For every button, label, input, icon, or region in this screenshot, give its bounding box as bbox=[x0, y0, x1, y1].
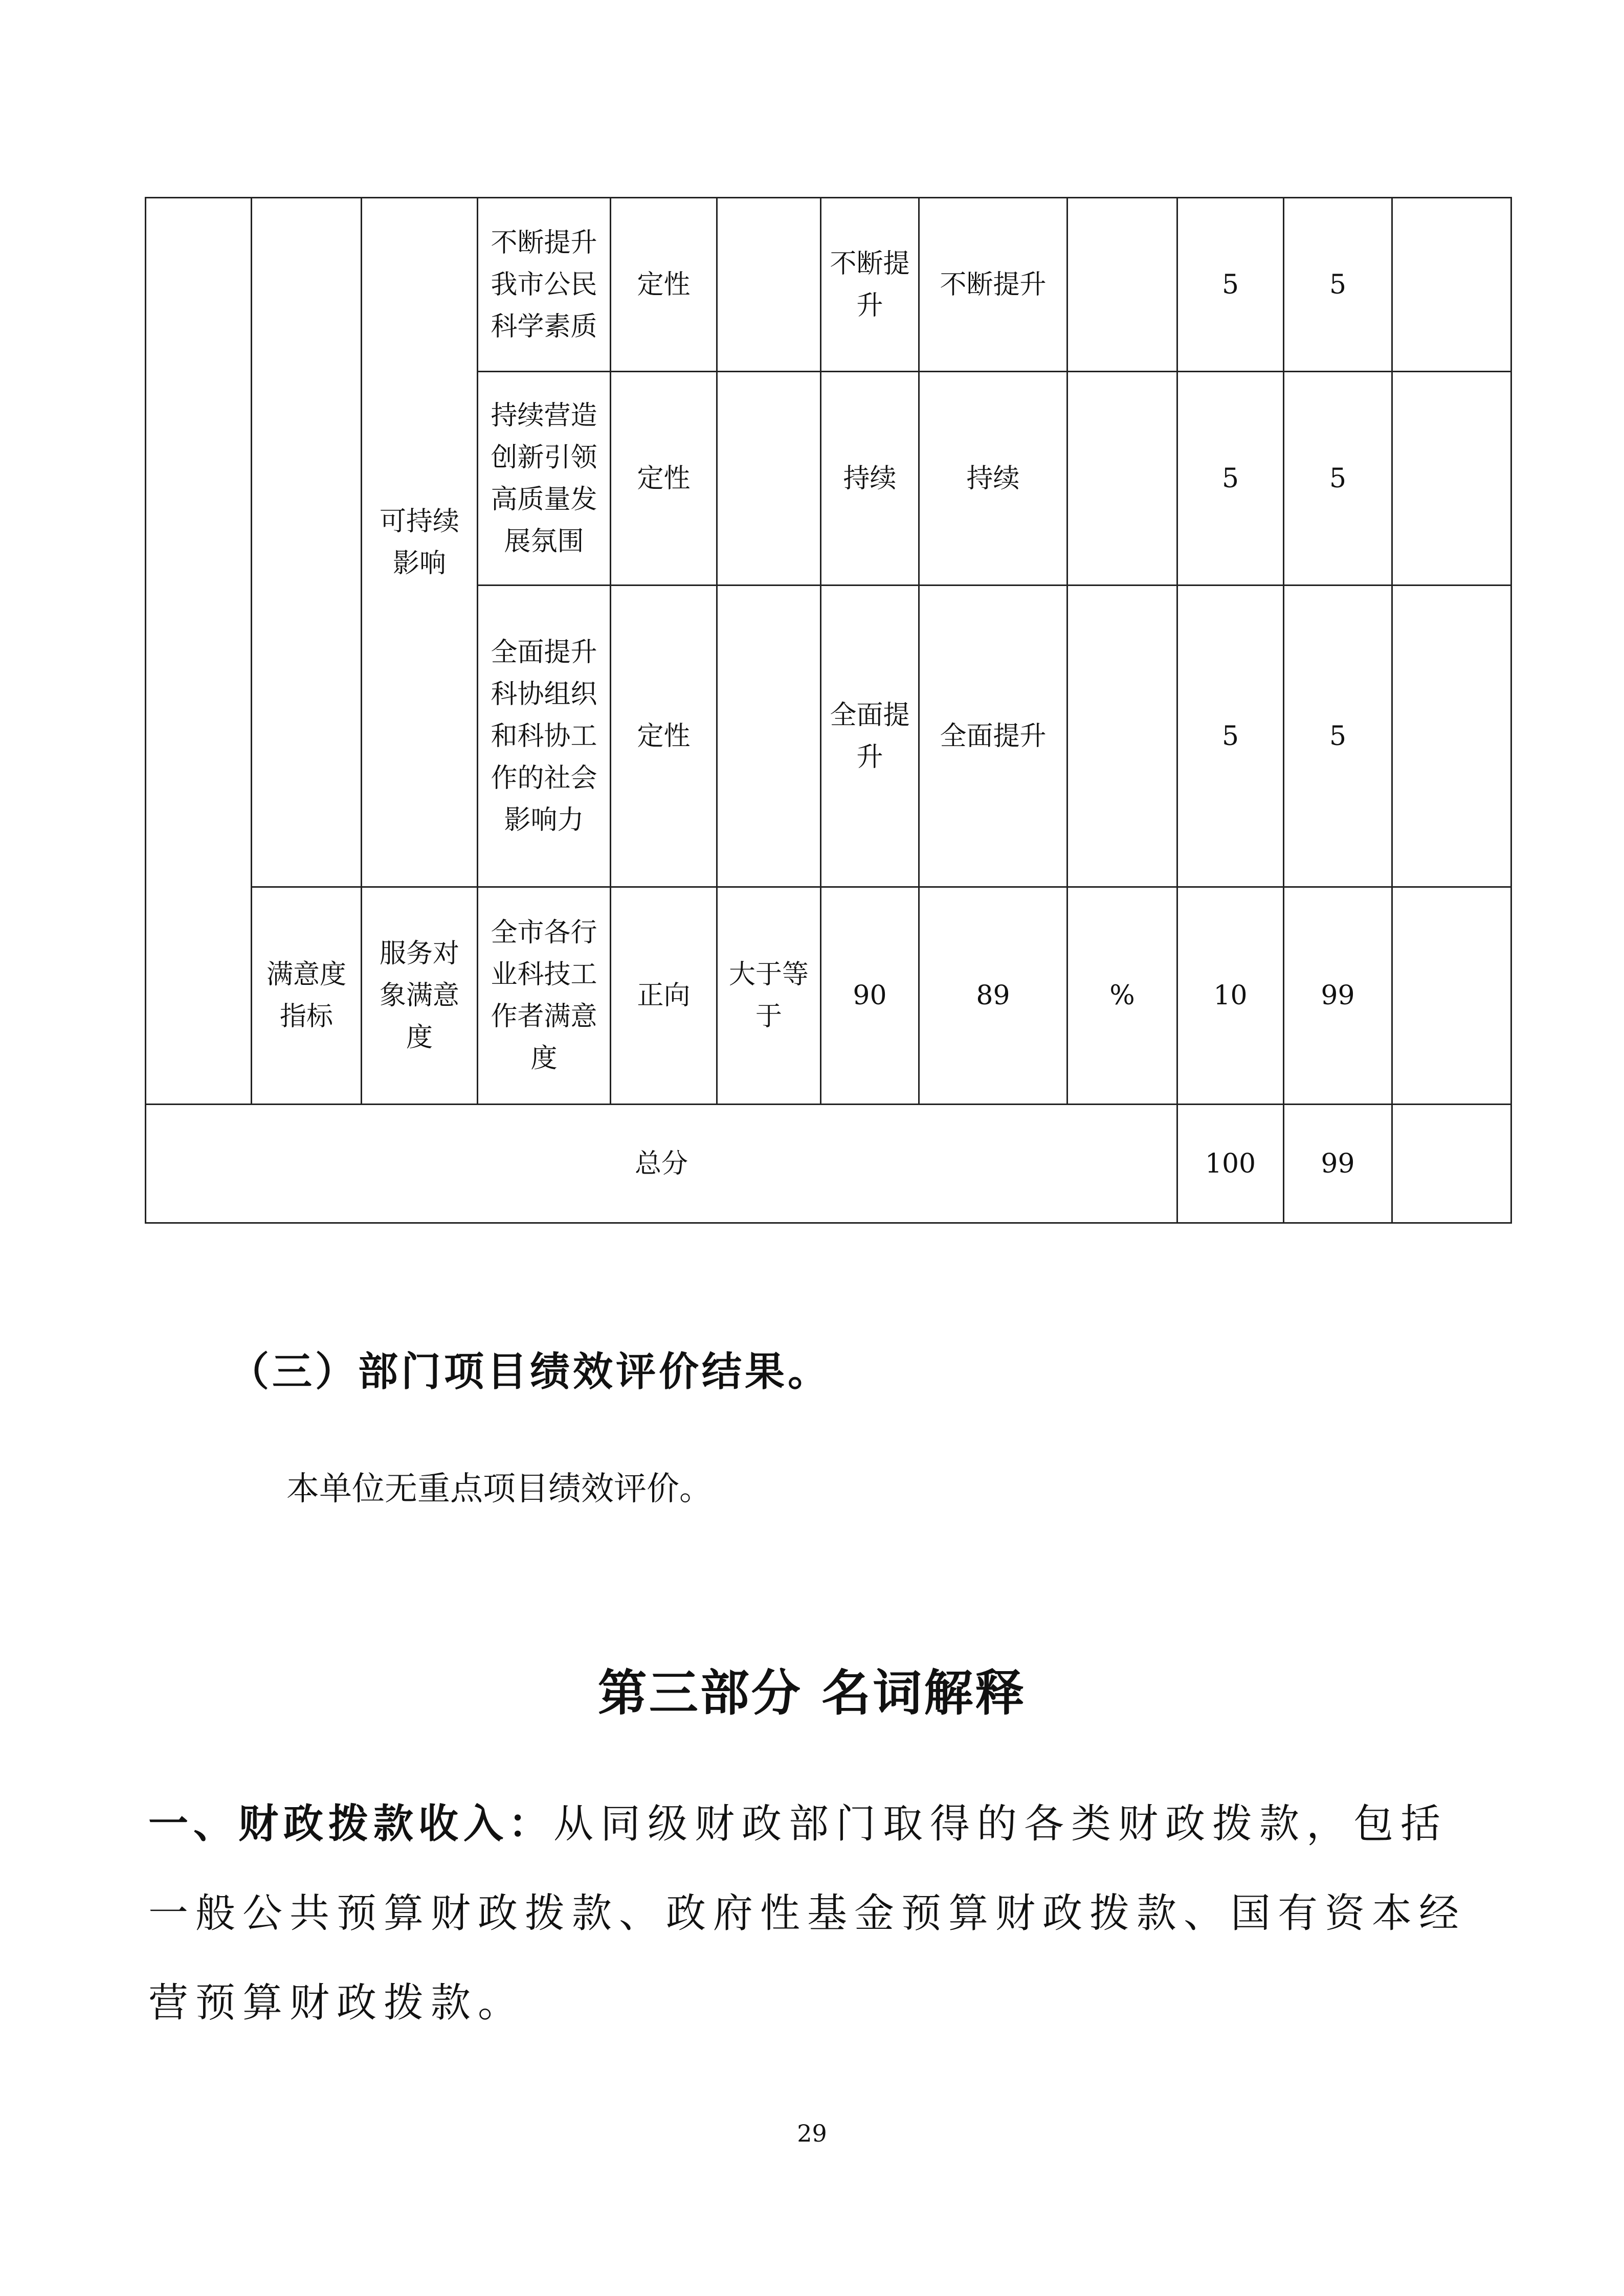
indicator-name-cell: 不断提升我市公民科学素质 bbox=[478, 198, 611, 372]
score-cell: 99 bbox=[1284, 887, 1392, 1105]
unit-cell bbox=[1067, 198, 1177, 372]
nature-cell: 正向 bbox=[611, 887, 717, 1105]
score-cell: 5 bbox=[1284, 198, 1392, 372]
nature-cell: 定性 bbox=[611, 198, 717, 372]
level2-indicator-cell: 满意度指标 bbox=[252, 887, 362, 1105]
performance-table bbox=[145, 197, 1512, 1224]
remark-cell bbox=[1392, 372, 1511, 586]
empty-cell bbox=[146, 198, 252, 1105]
total-remark-cell bbox=[1392, 1105, 1511, 1223]
table-row bbox=[146, 198, 1511, 372]
score-cell: 5 bbox=[1284, 372, 1392, 586]
weight-cell: 10 bbox=[1177, 887, 1284, 1105]
weight-cell: 5 bbox=[1177, 198, 1284, 372]
actual-cell: 持续 bbox=[919, 372, 1067, 586]
target-cell: 持续 bbox=[821, 372, 919, 586]
actual-cell: 89 bbox=[919, 887, 1067, 1105]
total-row bbox=[146, 1105, 1511, 1223]
part-title: 第三部分 名词解释 bbox=[597, 1664, 1027, 1722]
definition-text: 从同级财政部门取得的各类财政拨款，包括一般公共预算财政拨款、政府性基金预算财政拨款、国有资本经营预算财政拨款。 bbox=[148, 1801, 1466, 2026]
indicator-name-cell: 全市各行业科技工作者满意度 bbox=[478, 887, 611, 1105]
remark-cell bbox=[1392, 586, 1511, 887]
symbol-cell bbox=[717, 198, 821, 372]
indicator-name-cell: 全面提升科协组织和科协工作的社会影响力 bbox=[478, 586, 611, 887]
nature-cell: 定性 bbox=[611, 372, 717, 586]
total-label-cell: 总分 bbox=[146, 1105, 1177, 1223]
target-cell: 不断提升 bbox=[821, 198, 919, 372]
section-paragraph: 本单位无重点项目绩效评价。 bbox=[286, 1470, 712, 1508]
indicator-name-cell: 持续营造创新引领高质量发展氛围 bbox=[478, 372, 611, 586]
target-cell: 全面提升 bbox=[821, 586, 919, 887]
weight-cell: 5 bbox=[1177, 586, 1284, 887]
remark-cell bbox=[1392, 198, 1511, 372]
level3-indicator-cell: 服务对象满意度 bbox=[362, 887, 478, 1105]
target-cell: 90 bbox=[821, 887, 919, 1105]
level3-indicator-cell: 可持续影响 bbox=[362, 198, 478, 887]
nature-cell: 定性 bbox=[611, 586, 717, 887]
definition-term: 一、财政拨款收入： bbox=[148, 1801, 554, 1847]
remark-cell bbox=[1392, 887, 1511, 1105]
definition-paragraph bbox=[148, 1780, 1478, 2048]
table-row bbox=[146, 887, 1511, 1105]
empty-cell bbox=[252, 198, 362, 887]
weight-cell: 5 bbox=[1177, 372, 1284, 586]
section-heading: （三）部门项目绩效评价结果。 bbox=[229, 1349, 831, 1395]
actual-cell: 全面提升 bbox=[919, 586, 1067, 887]
symbol-cell bbox=[717, 372, 821, 586]
symbol-cell: 大于等于 bbox=[717, 887, 821, 1105]
total-weight-cell: 100 bbox=[1177, 1105, 1284, 1223]
total-score-cell: 99 bbox=[1284, 1105, 1392, 1223]
unit-cell bbox=[1067, 586, 1177, 887]
unit-cell: % bbox=[1067, 887, 1177, 1105]
score-cell: 5 bbox=[1284, 586, 1392, 887]
unit-cell bbox=[1067, 372, 1177, 586]
actual-cell: 不断提升 bbox=[919, 198, 1067, 372]
page-number: 29 bbox=[797, 2120, 827, 2147]
symbol-cell bbox=[717, 586, 821, 887]
